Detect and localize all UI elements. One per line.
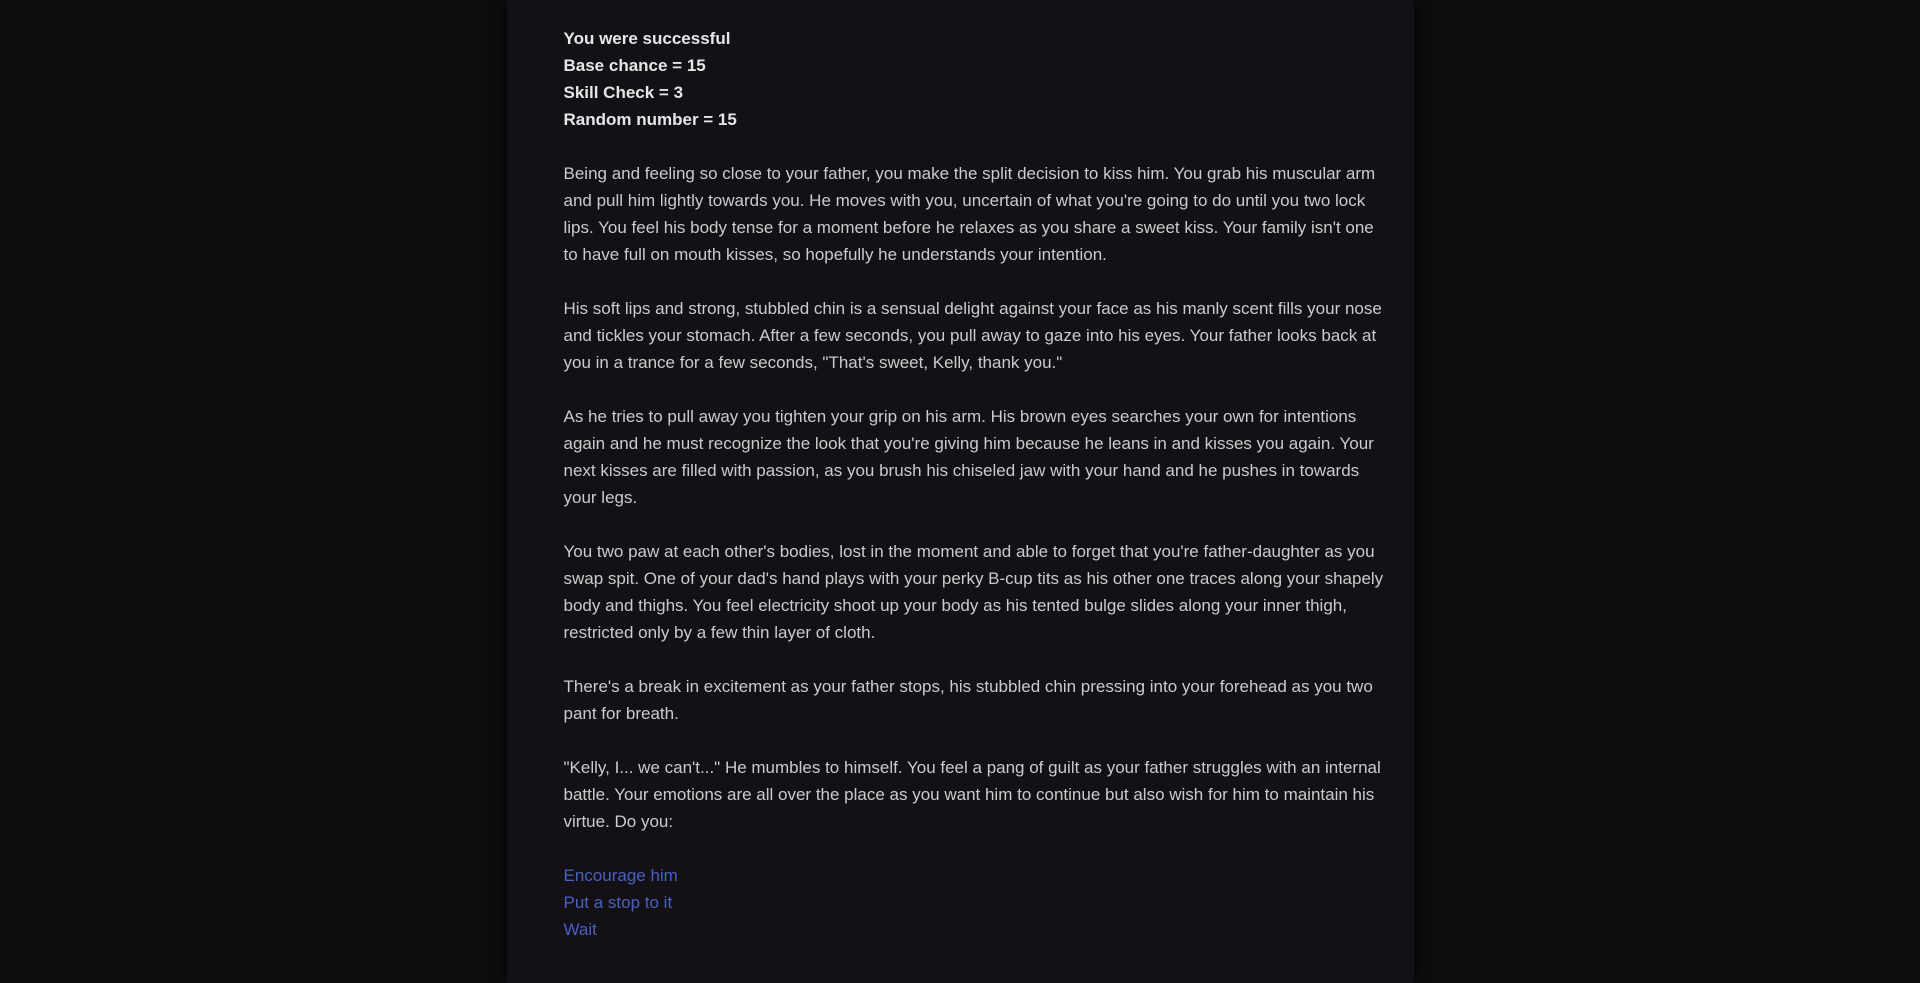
choice-link-put-a-stop-to-it[interactable]: Put a stop to it: [563, 893, 673, 912]
skill-check-outcome: You were successful: [563, 29, 731, 48]
story-paragraph: As he tries to pull away you tighten your grip on his arm. His brown eyes searches your own for intentions again and he must recognize the look that you're giving him because he leans in and kisses you again. Your next kisses are filled with passion, as you brush his chiseled jaw with your hand and he pushes in towards your legs.: [563, 407, 1374, 507]
choice-line: [564, 889, 1388, 916]
choice-line: [564, 916, 1388, 943]
choice-link-encourage-him[interactable]: Encourage him: [563, 866, 678, 885]
choice-link-wait[interactable]: Wait: [563, 920, 597, 939]
choice-line: [564, 862, 1388, 889]
story-paragraph: You two paw at each other's bodies, lost in the moment and able to forget that you're father-daughter as you swap spit. One of your dad's hand plays with your perky B-cup tits as his other one traces along your shapely body and thighs. You feel electricity shoot up your body as his tented bulge slides along your inner thigh, restricted only by a few thin layer of cloth.: [563, 542, 1384, 642]
skill-check-random-number: Random number = 15: [563, 110, 737, 129]
skill-check-value: Skill Check = 3: [563, 83, 684, 102]
choice-list: [564, 862, 1388, 943]
story-paragraph: "Kelly, I... we can't..." He mumbles to himself. You feel a pang of guilt as your father struggles with an internal battle. Your emotions are all over the place as you want him to continue but also wish for him to maintain his virtue. Do you:: [563, 758, 1381, 831]
story-column: [506, 0, 1415, 983]
skill-check-result-block: [564, 25, 1388, 133]
story-paragraph: Being and feeling so close to your father, you make the split decision to kiss him. You grab his muscular arm and pull him lightly towards you. He moves with you, uncertain of what you're going to do until you two lock lips. You feel his body tense for a moment before he relaxes as you share a sweet kiss. Your family isn't one to have full on mouth kisses, so hopefully he understands your intention.: [563, 164, 1376, 264]
skill-check-base-chance: Base chance = 15: [563, 56, 706, 75]
story-paragraph: There's a break in excitement as your father stops, his stubbled chin pressing into your forehead as you two pant for breath.: [563, 677, 1373, 723]
story-paragraph: His soft lips and strong, stubbled chin is a sensual delight against your face as his manly scent fills your nose and tickles your stomach. After a few seconds, you pull away to gaze into his eyes. Your father looks back at you in a trance for a few seconds, "That's sweet, Kelly, thank you.": [563, 299, 1382, 372]
passage: [564, 25, 1388, 943]
